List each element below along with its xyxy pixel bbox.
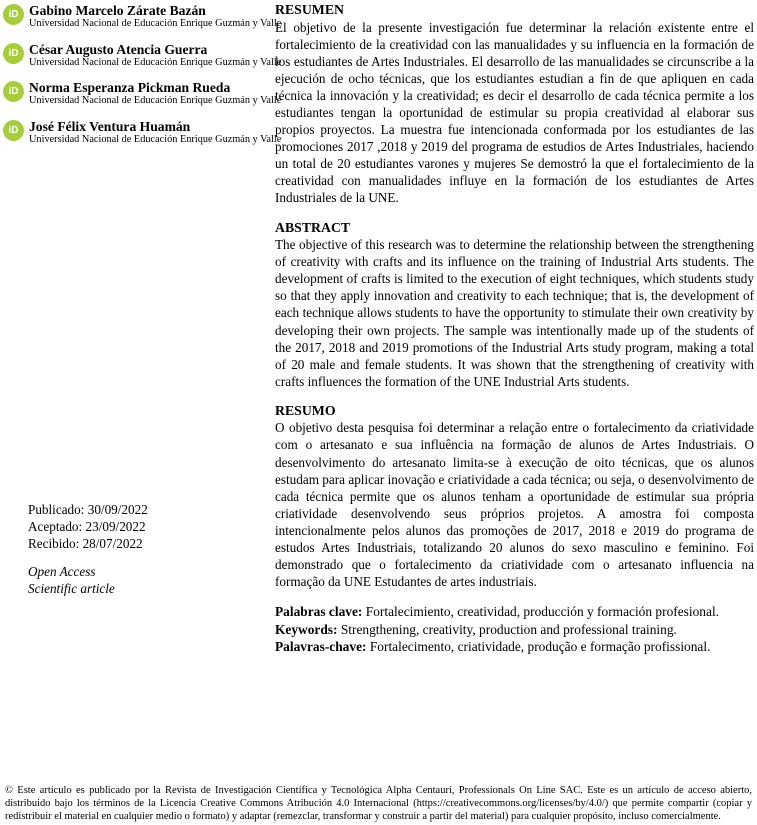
keywords-pt-text: Fortalecimento, criatividade, produção e formação profissional. — [369, 638, 711, 654]
keywords-es-text: Fortalecimiento, creatividad, producción y formación profesional. — [365, 604, 720, 620]
abstracts-column — [270, 0, 757, 655]
author-name: César Augusto Atencia Guerra — [29, 41, 208, 57]
date-label: Recibido: — [28, 536, 80, 552]
author-name: Norma Esperanza Pickman Rueda — [29, 80, 231, 95]
author-entry — [3, 118, 282, 147]
resumo-heading: RESUMO — [275, 402, 336, 418]
date-value: 28/07/2022 — [82, 536, 143, 552]
author-affiliation: Universidad Nacional de Educación Enrique Guzmán y Valle — [29, 133, 282, 145]
keywords-es — [275, 603, 754, 620]
keywords-en — [275, 621, 754, 638]
date-label: Aceptado: — [28, 519, 83, 535]
keywords-pt — [275, 638, 754, 655]
author-name: José Félix Ventura Huamán — [29, 118, 191, 134]
section-abstract — [275, 220, 754, 390]
keywords-es-label: Palabras clave: — [275, 604, 363, 620]
orcid-icon[interactable]: iD — [3, 81, 24, 102]
author-affiliation: Universidad Nacional de Educación Enrique Guzmán y Valle — [29, 18, 282, 29]
article-meta — [28, 563, 115, 597]
resumen-body: El objetivo de la presente investigación fue determinar la relación existente entre el fortalecimiento de la creatividad con las manualidades y su influencia en la formación de los estudiantes de Artes Industriales. El desarrollo de las manualidades se circunscribe a la ejecución de ocho técnicas, que los estudiantes estudian a fin de que apliquen en cada técnica la innovación y la creatividad; es decir el desarrollo de cada técnica permite a los estudiantes tengan la oportunidad de estimular su propia creatividad al elaborar sus propios proyectos. La muestra fue intencionada conformada por los estudiantes de las promociones 2017 ,2018 y 2019 del programa de estudios de Artes Industriales, haciendo un total de 20 estudiantes varones y mujeres Se demostró la que el fortalecimiento de la creatividad con manualidades influye en la formación de los estudiantes de Artes Industriales de la UNE. — [275, 19, 754, 206]
author-affiliation: Universidad Nacional de Educación Enrique Guzmán y Valle — [29, 56, 282, 68]
author-text — [29, 3, 281, 31]
orcid-icon[interactable]: iD — [3, 120, 24, 141]
author-text — [29, 80, 281, 108]
orcid-icon[interactable]: iD — [3, 43, 24, 64]
date-value: 23/09/2022 — [85, 519, 146, 535]
orcid-icon[interactable]: iD — [3, 4, 24, 25]
abstract-body: The objective of this research was to determine the relationship between the strengthening of creativity with crafts and its influence on the training of Industrial Arts students. The development of crafts is limited to the execution of eight techniques, which students study so that they apply innovation and creativity to each technique; that is, the development of each technique allows students to have the opportunity to stimulate their own creativity by developing their own projects. The sample was intentionally made up of the students of the 2017, 2018 and 2019 promotions of the Industrial Arts study program, making a total of 20 male and female students. It was shown that the strengthening of creativity with crafts influences the formation of the UNE Industrial Arts students. — [275, 237, 754, 389]
author-text — [29, 119, 281, 147]
left-sidebar — [0, 0, 282, 655]
license-text: © Este artículo es publicado por la Revista de Investigación Científica y Tecnológica Alpha Centauri, Professionals On Line SAC. Este es un artículo de acceso abierto, distribuido bajo los términos de la Licencia Creative Commons Atribución 4.0 Internacional (https://creativecommons.org/licenses/by/4.0/) que permite compartir (copiar y redistribuir el material en cualquier medio o formato) y adaptar (remezclar, transformar y construir a partir del material) para cualquier propósito, incluso comercialmente. — [5, 785, 752, 822]
author-affiliation: Universidad Nacional de Educación Enrique Guzmán y Valle — [29, 95, 282, 106]
keywords-pt-label: Palavras-chave: — [275, 638, 367, 654]
section-resumo — [275, 403, 754, 590]
author-text — [29, 42, 281, 70]
date-published — [28, 501, 148, 518]
open-access-label: Open Access — [28, 564, 96, 579]
license-footer — [5, 784, 752, 823]
abstract-heading: ABSTRACT — [275, 219, 351, 235]
author-list — [3, 3, 282, 146]
date-value: 30/09/2022 — [87, 502, 148, 517]
resumo-body: O objetivo desta pesquisa foi determinar a relação entre o fortalecimento da criatividade com o artesanato e sua influência na formação de alunos de Artes Industriais. O desenvolvimento do artesanato limita-se à execução de oito técnicas, que os alunos estudam para aplicar inovação e criatividade a cada técnica; ou seja, o desenvolvimento de cada técnica permite que os alunos tenham a oportunidade de estimular sua própria criatividade desenvolvendo seus próprios projetos. A amostra foi composta intencionalmente pelos alunos das promoções de 2017, 2018 e 2019 do programa de estudos Artes Industriais, totalizando 20 alunos do sexo masculino e feminino. Foi demonstrado que o fortalecimento da criatividade com o artesanato influencia na formação da UNE Estudantes de artes industriais. — [275, 420, 754, 590]
article-type-label: Scientific article — [28, 581, 115, 597]
section-resumen — [275, 2, 754, 207]
keywords-en-text: Strengthening, creativity, production and professional training. — [340, 621, 677, 637]
author-entry — [3, 41, 282, 70]
resumen-heading: RESUMEN — [275, 2, 344, 17]
date-accepted — [28, 518, 148, 535]
publication-dates — [28, 501, 148, 552]
keywords-block — [275, 603, 754, 655]
author-name: Gabino Marcelo Zárate Bazán — [29, 3, 206, 18]
date-label: Publicado: — [28, 502, 85, 517]
author-entry — [3, 80, 282, 108]
keywords-en-label: Keywords: — [275, 621, 338, 637]
author-entry — [3, 3, 282, 31]
date-received — [28, 535, 148, 552]
